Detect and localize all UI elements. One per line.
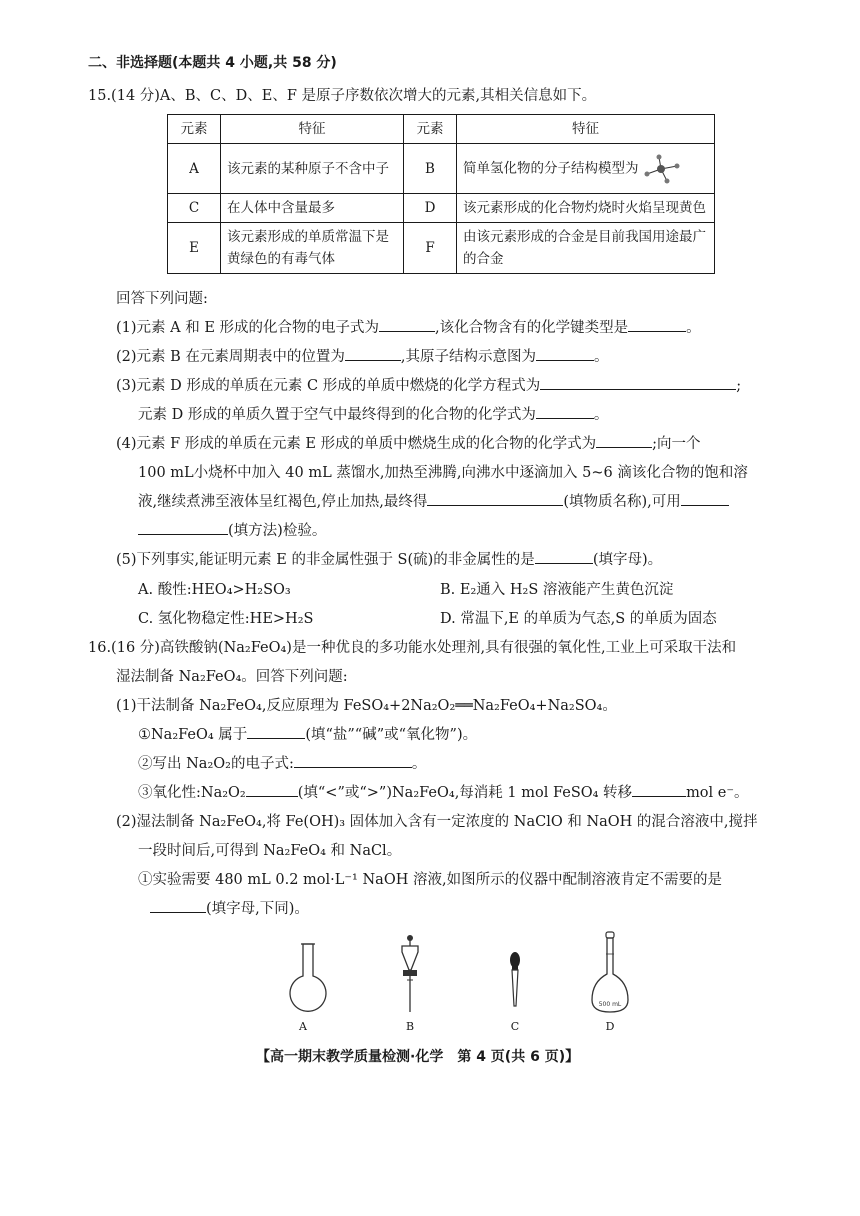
q16-part1-i-text: ①Na₂FeO₄ 属于: [138, 727, 248, 743]
q15-option-a: A. 酸性:HEO₄>H₂SO₃: [138, 582, 291, 598]
table-cell: F: [404, 223, 457, 274]
q15-part4-text-5: (填方法)检验。: [228, 523, 327, 539]
q16-intro-line1: 16.(16 分)高铁酸钠(Na₂FeO₄)是一种优良的多功能水处理剂,具有很强的氧化性,工业上可采取干法和: [88, 640, 737, 656]
q15-part2-text-2: ,其原子结构示意图为: [400, 349, 537, 365]
instrument-label-a: A: [299, 1020, 307, 1033]
q16-part1-iii: [138, 781, 749, 802]
q16-part2-i-line1: ①实验需要 480 mL 0.2 mol·L⁻¹ NaOH 溶液,如图所示的仪器中配制溶液肯定不需要的是: [138, 872, 723, 888]
table-row: [168, 223, 715, 274]
q15-part3-semicolon: ;: [736, 378, 742, 394]
q15-part4-text-3: 液,继续煮沸至液体呈红褐色,停止加热,最终得: [138, 494, 428, 510]
q16-part2-i-text: (填字母,下同)。: [206, 901, 309, 917]
q15-part4-line1: [116, 432, 701, 453]
table-header: 特征: [457, 115, 715, 144]
answer-blank[interactable]: [345, 346, 401, 361]
q15-part4-text-2: ;向一个: [652, 436, 701, 452]
answer-prompt: 回答下列问题:: [116, 291, 208, 307]
table-cell: 由该元素形成的合金是目前我国用途最广的合金: [457, 223, 715, 274]
table-cell-with-model: [457, 144, 715, 194]
q15-part1-end: 。: [686, 320, 701, 336]
q15-part3-end: 。: [593, 407, 609, 423]
ammonia-molecule-model-icon: [643, 154, 681, 184]
table-cell: B: [404, 144, 457, 194]
table-cell: E: [168, 223, 221, 274]
answer-blank[interactable]: [246, 782, 298, 797]
table-cell: 简单氢化物的分子结构模型为: [463, 160, 639, 176]
table-cell: A: [168, 144, 221, 194]
q15-part4-text: (4)元素 F 形成的单质在元素 E 形成的单质中燃烧生成的化合物的化学式为: [116, 436, 597, 452]
q15-part5-text: (5)下列事实,能证明元素 E 的非金属性强于 S(硫)的非金属性的是: [116, 552, 535, 568]
q15-part4-line2: 100 mL小烧杯中加入 40 mL 蒸馏水,加热至沸腾,向沸水中逐滴加入 5~6 滴该化合物的饱和溶: [138, 465, 748, 481]
table-cell: 该元素形成的化合物灼烧时火焰呈现黄色: [457, 194, 715, 223]
q15-part3-text: (3)元素 D 形成的单质在元素 C 形成的单质中燃烧的化学方程式为: [116, 378, 541, 394]
table-header-row: [168, 115, 715, 144]
flask-volume-label: 500 mL: [598, 1001, 622, 1008]
q15-intro: 15.(14 分)A、B、C、D、E、F 是原子序数依次增大的元素,其相关信息如下。: [88, 88, 597, 104]
q16-part1: (1)干法制备 Na₂FeO₄,反应原理为 FeSO₄+2Na₂O₂══Na₂FeO₄+Na₂SO₄。: [116, 698, 617, 714]
q16-part1-ii: [138, 752, 426, 773]
answer-blank[interactable]: [536, 346, 594, 361]
table-cell: D: [404, 194, 457, 223]
q16-part2-i-line2: [150, 897, 309, 918]
table-cell: 该元素形成的单质常温下是黄绿色的有毒气体: [221, 223, 404, 274]
volumetric-flask-icon: [592, 932, 628, 1012]
answer-blank[interactable]: [681, 491, 729, 506]
answer-blank[interactable]: [596, 433, 652, 448]
answer-blank[interactable]: [294, 753, 412, 768]
answer-blank[interactable]: [138, 520, 228, 535]
lab-instruments-figure: [270, 930, 650, 1022]
answer-blank[interactable]: [247, 724, 305, 739]
instrument-label-b: B: [405, 1020, 415, 1033]
q15-option-c: C. 氢化物稳定性:HE>H₂S: [138, 611, 314, 627]
q16-intro-line2: 湿法制备 Na₂FeO₄。回答下列问题:: [116, 669, 348, 685]
separatory-funnel-icon: [402, 935, 418, 1012]
table-header: 元素: [404, 115, 457, 144]
q15-part2: [116, 345, 609, 366]
q16-part1-i-text-2: (填“盐”“碱”或“氧化物”)。: [305, 727, 478, 743]
round-bottom-flask-icon: [290, 944, 326, 1011]
q16-part1-ii-text: ②写出 Na₂O₂的电子式:: [138, 756, 294, 772]
answer-blank[interactable]: [540, 375, 736, 390]
q16-part1-i: [138, 723, 477, 744]
q15-part1: [116, 316, 701, 337]
answer-blank[interactable]: [427, 491, 563, 506]
q16-part1-iii-text: ③氧化性:Na₂O₂: [138, 785, 246, 801]
q15-part3-line1: [116, 374, 741, 395]
q15-part5: [116, 548, 662, 569]
q15-option-d: D. 常温下,E 的单质为气态,S 的单质为固态: [440, 611, 717, 627]
q16-part1-iii-text-2: (填“<”或“>”)Na₂FeO₄,每消耗 1 mol FeSO₄ 转移: [297, 785, 633, 801]
table-header: 特征: [221, 115, 404, 144]
answer-blank[interactable]: [535, 549, 593, 564]
section-heading: 二、非选择题(本题共 4 小题,共 58 分): [88, 55, 337, 71]
q15-part1-text: (1)元素 A 和 E 形成的化合物的电子式为: [116, 320, 380, 336]
answer-blank[interactable]: [150, 898, 206, 913]
answer-blank[interactable]: [632, 782, 686, 797]
q16-part2-line1: (2)湿法制备 Na₂FeO₄,将 Fe(OH)₃ 固体加入含有一定浓度的 NaClO 和 NaOH 的混合溶液中,搅拌: [116, 814, 758, 830]
q16-part1-ii-end: 。: [411, 756, 427, 772]
table-cell: 该元素的某种原子不含中子: [221, 144, 404, 194]
q15-part2-end: 。: [594, 349, 609, 365]
q15-option-b: B. E₂通入 H₂S 溶液能产生黄色沉淀: [440, 582, 674, 598]
q16-part2-line2: 一段时间后,可得到 Na₂FeO₄ 和 NaCl。: [138, 843, 402, 859]
answer-blank[interactable]: [536, 404, 594, 419]
table-header: 元素: [168, 115, 221, 144]
q15-part1-text-2: ,该化合物含有的化学键类型是: [435, 320, 629, 336]
q15-part4-line4: [138, 519, 326, 540]
dropper-icon: [510, 952, 520, 1006]
element-info-table: [167, 114, 715, 274]
page-footer: 【高一期末教学质量检测·化学 第 4 页(共 6 页)】: [256, 1049, 580, 1065]
answer-blank[interactable]: [379, 317, 435, 332]
table-cell: 在人体中含量最多: [221, 194, 404, 223]
answer-blank[interactable]: [628, 317, 686, 332]
table-row: [168, 144, 715, 194]
q16-part1-iii-text-3: mol e⁻。: [686, 785, 749, 801]
q15-part4-text-4: (填物质名称),可用: [563, 494, 681, 510]
instrument-label-d: D: [605, 1020, 615, 1033]
q15-part4-line3: [138, 490, 729, 511]
instrument-label-c: C: [510, 1020, 520, 1033]
table-cell: C: [168, 194, 221, 223]
q15-part5-text-2: (填字母)。: [592, 552, 663, 568]
q15-part3-line2: [138, 403, 608, 424]
table-row: [168, 194, 715, 223]
q15-part2-text: (2)元素 B 在元素周期表中的位置为: [116, 349, 345, 365]
q15-part3-text-2: 元素 D 形成的单质久置于空气中最终得到的化合物的化学式为: [138, 407, 536, 423]
